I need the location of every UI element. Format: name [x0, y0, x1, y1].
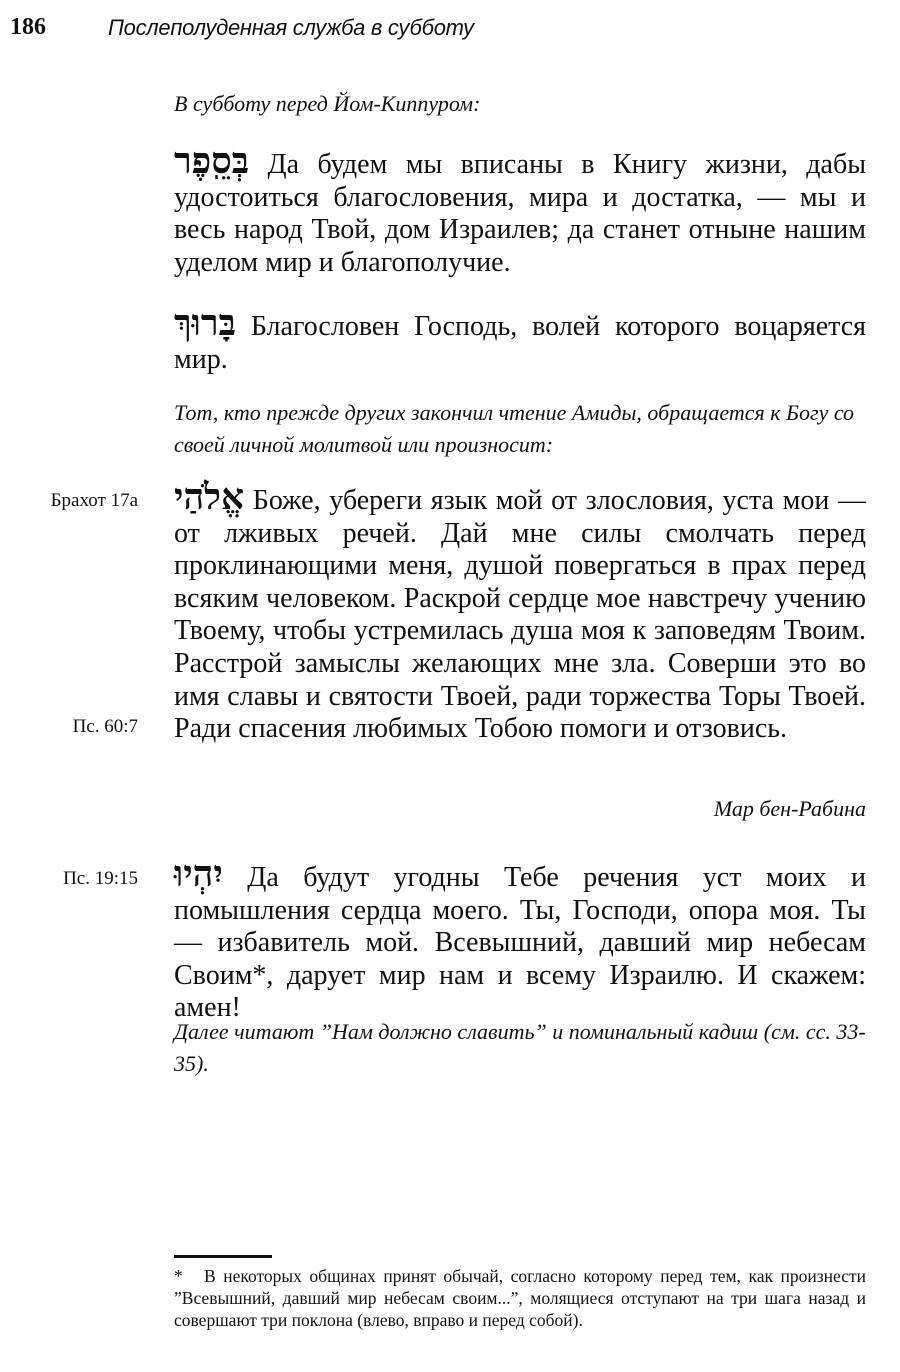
- rubric-closing: Далее читают ”Нам должно славить” и поминальный кадиш (см. сс. 33-35).: [174, 1019, 866, 1076]
- prayer-baruch: [174, 302, 867, 376]
- prayer-text: Да будем мы вписаны в Книгу жизни, дабы удостоиться благословения, мира и достатка, — мы и весь народ Твой, дом Израилев; да станет отныне нашим уделом мир и благополучие.: [174, 149, 867, 278]
- attribution: Мар бен-Рабина: [713, 796, 866, 821]
- hebrew-incipit: יִהְיוּ: [174, 853, 223, 895]
- prayer-be-sefer: [174, 140, 867, 279]
- running-title: Послеполуденная служба в субботу: [108, 15, 474, 40]
- rubric-yom-kippur: В субботу перед Йом-Киппуром:: [174, 91, 481, 116]
- rubric-after-amida: Тот, кто прежде других закончил чтение Амиды, обращается к Богу со своей личной молитвой или произносит:: [174, 400, 855, 457]
- prayer-text: Да будут угодны Тебе речения уст моих и помышления сердца моего. Ты, Господи, опора моя. Ты — избавитель мой. Всевышний, давший мир небесам Своим*, дарует мир нам и всему Израилю. И скажем: амен!: [174, 862, 866, 1024]
- footnote: [174, 1265, 866, 1331]
- footnote-text: В некоторых общинах принят обычай, согласно которому перед тем, как произнести ”Всевышний, давший мир небесам своим...”, молящиеся отступают на три шага назад и совершают три поклона (влево, вправо и перед собой).: [174, 1266, 866, 1330]
- page-number: 186: [10, 14, 46, 40]
- prayer-text: Боже, убереги язык мой от злословия, уста мои — от лживых речей. Дай мне силы смолчать перед проклинающими меня, душой повергаться в прах перед всяким человеком. Раскрой сердце мое навстречу учению Твоему, чтобы устремилась душа моя к заповедям Твоим. Расстрой замыслы желающих мне зла. Соверши это во имя славы и святости Твоей, ради торжества Торы Твоей. Ради спасения любимых Тобою помоги и отзовись.: [174, 485, 866, 745]
- page-header: [10, 14, 870, 48]
- hebrew-incipit: בְּסֵֽפֶר: [174, 140, 250, 182]
- footnote-mark: *: [174, 1266, 183, 1286]
- margin-reference-brachot: Брахот 17а: [50, 490, 138, 511]
- hebrew-incipit: בָּרוּךְ: [174, 302, 236, 344]
- prayer-text: Благословен Господь, волей которого воцаряется мир.: [174, 311, 867, 375]
- prayer-elohai: [174, 476, 866, 746]
- footnote-divider: [174, 1255, 272, 1258]
- margin-reference-ps19: Пс. 19:15: [63, 868, 138, 889]
- margin-reference-ps60: Пс. 60:7: [72, 716, 138, 737]
- prayer-yihyu: [174, 853, 866, 1025]
- hebrew-incipit: אֱלֹהַי: [174, 476, 245, 518]
